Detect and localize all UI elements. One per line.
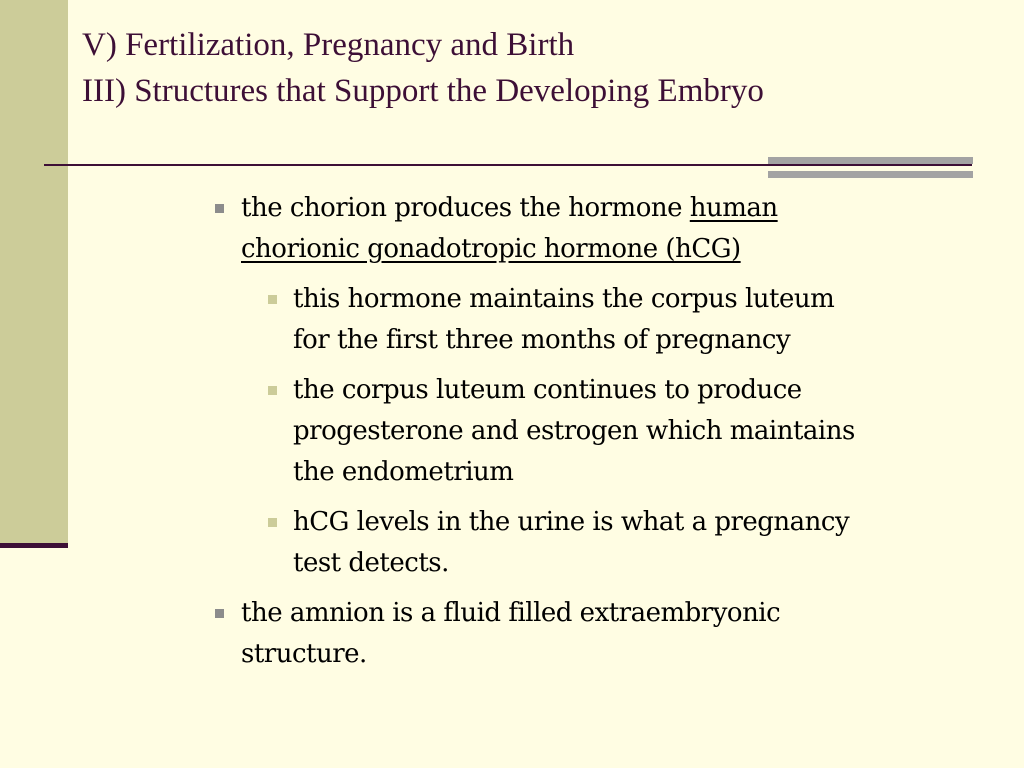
decorative-bar-bottom [768,171,973,178]
slide-title-line-2: III) Structures that Support the Developing Embryo [82,73,764,109]
sidebar-strip [0,0,68,544]
sub-bullet-item-progesterone [213,370,953,493]
square-bullet-icon [268,295,277,304]
sidebar-accent-line [0,543,68,548]
slide-title-line-1: V) Fertilization, Pregnancy and Birth [82,27,575,63]
sub-bullet-item-corpus-luteum [213,279,953,361]
bullet-text: progesterone and estrogen which maintains [293,416,855,446]
bullet-text: the chorion produces the hormone [241,193,690,223]
bullet-item-hcg [213,188,953,270]
bullet-item-amnion [213,593,953,675]
bullet-text: hCG levels in the urine is what a pregnancy [293,507,850,537]
bullet-text: the corpus luteum continues to produce [293,375,802,405]
slide-title [82,22,982,114]
square-bullet-icon [268,386,277,395]
title-divider [44,164,972,166]
bullet-text: for the first three months of pregnancy [293,325,791,355]
bullet-text: this hormone maintains the corpus luteum [293,284,835,314]
bullet-text: structure. [241,639,367,669]
square-bullet-icon [215,204,224,213]
sub-bullet-item-pregnancy-test [213,502,953,584]
bullet-line [241,188,953,229]
underlined-term: chorionic gonadotropic hormone (hCG) [241,234,741,264]
decorative-bar-top [768,157,973,164]
bullet-text: the endometrium [293,457,514,487]
square-bullet-icon [268,518,277,527]
underlined-term: human [689,193,778,223]
square-bullet-icon [215,609,224,618]
slide-content [213,188,953,684]
bullet-text: test detects. [293,548,449,578]
bullet-text: the amnion is a fluid filled extraembryonic [241,598,781,628]
